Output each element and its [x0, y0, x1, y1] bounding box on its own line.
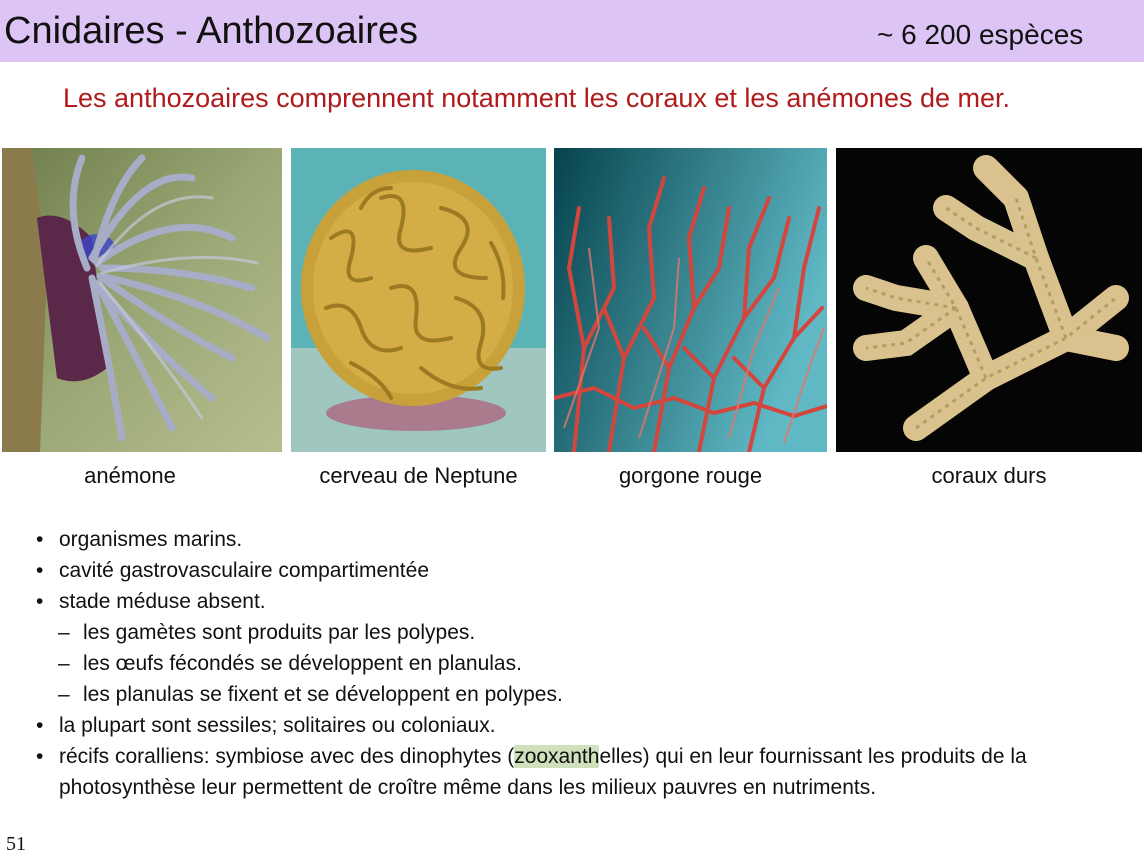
slide-subtitle: Les anthozoaires comprennent notamment les coraux et les anémones de mer.: [63, 83, 1011, 113]
bullet-list: [34, 524, 1114, 803]
red-gorgonian-photo: [554, 148, 827, 452]
bullet-text: stade méduse absent.: [59, 590, 266, 613]
caption-red-gorgonian: gorgone rouge: [618, 463, 763, 488]
sub-bullet-text: les planulas se fixent et se développent en polypes.: [83, 683, 563, 706]
bullet-text-before: récifs coralliens: symbiose avec des dinophytes (: [59, 745, 515, 768]
highlighted-term: zooxanth: [514, 745, 600, 768]
bullet-text-after: elles) qui en leur fournissant les produits de la photosynthèse leur permettent de croître même dans les milieux pauvres en nutriments.: [59, 745, 1027, 799]
title-bar: [0, 0, 1144, 62]
page-number: 51: [6, 833, 26, 855]
sub-bullet-item: [34, 617, 1114, 648]
bullet-item: [34, 741, 1114, 803]
bullet-item: [34, 555, 1114, 586]
caption-anemone: anémone: [84, 463, 176, 488]
sub-bullet-text: les œufs fécondés se développent en planulas.: [83, 652, 522, 675]
bullet-text: organismes marins.: [59, 528, 243, 551]
caption-hard-coral: coraux durs: [931, 463, 1047, 488]
caption-brain-coral: cerveau de Neptune: [319, 463, 518, 488]
sub-bullet-item: [34, 679, 1114, 710]
brain-coral-photo: [291, 148, 546, 452]
sub-bullet-text: les gamètes sont produits par les polypes.: [83, 621, 476, 644]
hard-coral-photo: [836, 148, 1142, 452]
species-count: ~ 6 200 espèces: [877, 19, 1084, 50]
bullet-item: [34, 710, 1114, 741]
bullet-item: [34, 586, 1114, 617]
anemone-photo: [2, 148, 282, 452]
sub-bullet-item: [34, 648, 1114, 679]
bullet-text: la plupart sont sessiles; solitaires ou coloniaux.: [59, 714, 496, 737]
bullet-text: cavité gastrovasculaire compartimentée: [59, 559, 430, 582]
slide-title: Cnidaires - Anthozoaires: [4, 10, 418, 52]
bullet-item: [34, 524, 1114, 555]
